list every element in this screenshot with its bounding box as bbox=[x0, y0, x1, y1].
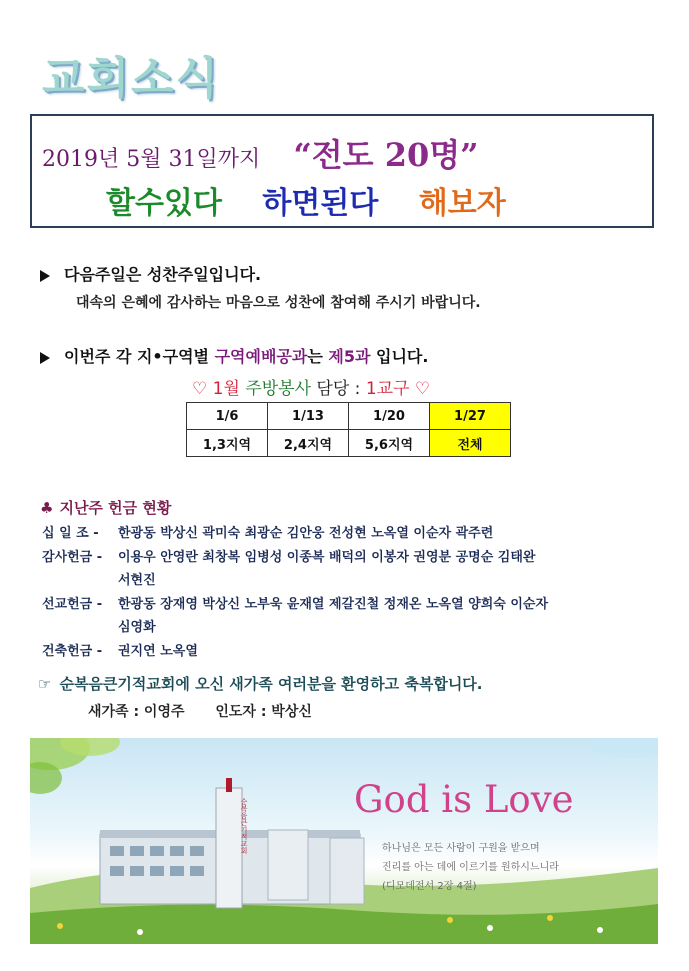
duty-month: 1월 bbox=[212, 379, 240, 399]
goal-quote: “전도 20명” bbox=[293, 136, 479, 174]
heart-icon: ♡ bbox=[192, 379, 208, 399]
offering-label: 건축헌금 - bbox=[42, 644, 103, 659]
goal-line-2 bbox=[106, 178, 626, 222]
page-title: 교회소식 bbox=[42, 53, 221, 104]
welcome-message bbox=[38, 673, 483, 694]
guide-name: 박상신 bbox=[271, 704, 312, 720]
offering-names: 이용우 안영란 최창복 임병성 이종복 배덕의 이봉자 권영분 공명순 김태완 bbox=[118, 550, 536, 565]
notice-lesson-mid: 는 bbox=[307, 347, 329, 366]
banner-verse-line-1: 하나님은 모든 사람이 구원을 받으며 bbox=[382, 843, 540, 854]
duty-dates-row bbox=[187, 403, 511, 430]
offering-names: 권지연 노옥열 bbox=[118, 644, 198, 659]
arrow-right-icon bbox=[40, 270, 50, 282]
heart-icon: ♡ bbox=[414, 379, 431, 399]
church-building-icon bbox=[100, 778, 364, 908]
offering-row-building bbox=[42, 640, 198, 659]
offering-row-mission bbox=[42, 593, 548, 612]
duty-role: 주방봉사 bbox=[245, 379, 312, 399]
banner-verse-reference: (디모데전서 2장 4절) bbox=[382, 881, 477, 892]
offering-heading-text: 지난주 헌금 현황 bbox=[59, 499, 172, 517]
notice-lesson-highlight: 구역예배공과 bbox=[214, 347, 308, 366]
offering-heading bbox=[40, 497, 171, 518]
slogan-can-do: 할수있다 bbox=[106, 186, 222, 221]
god-is-love-banner bbox=[30, 738, 658, 944]
notice-lesson-number: 제5과 bbox=[328, 347, 371, 366]
duty-area-cell: 전체 bbox=[430, 430, 511, 457]
banner-headline: God is Love bbox=[354, 778, 574, 821]
goal-date: 2019년 5월 31일까지 bbox=[42, 147, 261, 172]
new-family-line bbox=[88, 701, 312, 721]
notice-communion bbox=[40, 262, 261, 285]
offering-label: 십 일 조 - bbox=[42, 526, 99, 541]
offering-names: 한광동 장재영 박상신 노부욱 윤재열 제갈진철 정재온 노옥열 양희숙 이순자 bbox=[118, 597, 549, 612]
slogan-try: 해보자 bbox=[418, 186, 506, 221]
offering-names: 한광동 박상신 곽미숙 최광순 김안웅 전성현 노옥열 이순자 곽주련 bbox=[118, 526, 494, 541]
guide-label: 인도자 : bbox=[215, 704, 267, 720]
banner-illustration bbox=[30, 738, 658, 944]
duty-area-cell: 2,4지역 bbox=[268, 430, 349, 457]
duty-table bbox=[186, 402, 511, 457]
duty-group: 1교구 bbox=[365, 379, 410, 399]
duty-areas-row bbox=[187, 430, 511, 457]
welcome-text: 순복음큰기적교회에 오신 새가족 여러분을 환영하고 축복합니다. bbox=[59, 675, 483, 693]
duty-area-cell: 5,6지역 bbox=[349, 430, 430, 457]
duty-date-cell: 1/20 bbox=[349, 403, 430, 430]
duty-date-cell: 1/27 bbox=[430, 403, 511, 430]
duty-area-cell: 1,3지역 bbox=[187, 430, 268, 457]
arrow-right-icon bbox=[40, 352, 50, 364]
notice-lesson-pre: 이번주 각 지•구역별 bbox=[64, 347, 215, 366]
offering-row-thanks-cont: 서현진 bbox=[118, 573, 156, 588]
notice-communion-sub: 대속의 은혜에 감사하는 마음으로 성찬에 참여해 주시기 바랍니다. bbox=[76, 295, 481, 311]
notice-lesson-post: 입니다. bbox=[370, 347, 429, 366]
offering-label: 감사헌금 - bbox=[42, 550, 103, 565]
notice-communion-text: 다음주일은 성찬주일입니다. bbox=[64, 265, 262, 284]
slogan-if-do: 하면된다 bbox=[262, 186, 379, 221]
club-suit-icon: ♣ bbox=[40, 499, 54, 517]
offering-row-thanks bbox=[42, 546, 535, 565]
evangelism-goal-box bbox=[30, 114, 654, 228]
kitchen-duty-heading bbox=[192, 374, 430, 399]
new-family-label: 새가족 : bbox=[88, 704, 140, 720]
church-sign-text: 순복음큰기적교회 bbox=[240, 798, 248, 854]
offering-row-mission-cont: 심영화 bbox=[118, 620, 156, 635]
duty-date-cell: 1/6 bbox=[187, 403, 268, 430]
offering-label: 선교헌금 - bbox=[42, 597, 103, 612]
goal-line-1 bbox=[42, 130, 642, 176]
offering-row-tithe bbox=[42, 522, 493, 541]
banner-verse-line-2: 진리를 아는 데에 이르기를 원하시느니라 bbox=[382, 862, 559, 873]
new-family-name: 이영주 bbox=[143, 704, 185, 720]
duty-date-cell: 1/13 bbox=[268, 403, 349, 430]
duty-label: 담당 : bbox=[316, 379, 361, 399]
notice-cell-lesson bbox=[40, 344, 428, 367]
pointing-hand-icon: ☞ bbox=[38, 675, 52, 693]
